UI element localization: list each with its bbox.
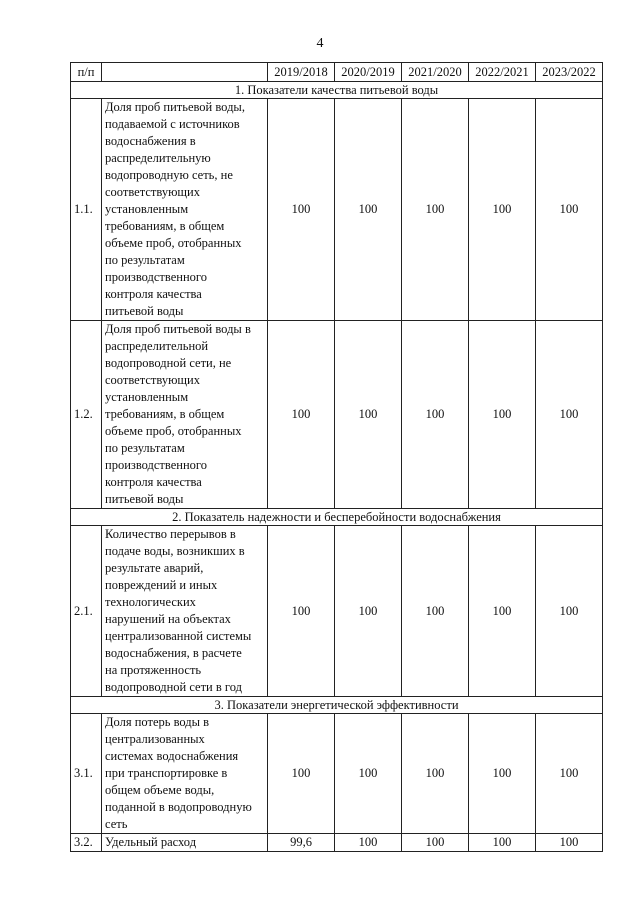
row-number: 2.1. <box>71 526 102 697</box>
table-row <box>71 99 603 321</box>
description-line: подаче воды, возникших в <box>105 544 245 558</box>
description-line: соответствующих <box>105 185 200 199</box>
row-description <box>102 321 268 509</box>
value-cell: 100 <box>268 714 335 834</box>
description-line: установленным <box>105 390 189 404</box>
section-title: 3. Показатели энергетической эффективности <box>71 697 603 714</box>
description-line: производственного <box>105 458 207 472</box>
description-line: при транспортировке в <box>105 766 228 780</box>
description-line: повреждений и иных <box>105 578 218 592</box>
value-cell: 100 <box>469 834 536 852</box>
table-row <box>71 321 603 509</box>
section-row <box>71 697 603 714</box>
description-line: Доля потерь воды в <box>105 715 210 729</box>
description-line: контроля качества <box>105 287 202 301</box>
row-number: 3.1. <box>71 714 102 834</box>
table-body <box>71 82 603 852</box>
description-line: соответствующих <box>105 373 200 387</box>
value-cell: 100 <box>268 321 335 509</box>
value-cell: 100 <box>536 321 603 509</box>
row-description <box>102 714 268 834</box>
value-cell: 100 <box>268 526 335 697</box>
column-header-indicator <box>102 63 268 82</box>
indicators-table <box>70 62 603 852</box>
column-header-number: п/п <box>71 63 102 82</box>
row-number: 3.2. <box>71 834 102 852</box>
value-cell: 100 <box>469 321 536 509</box>
value-cell: 100 <box>335 526 402 697</box>
value-cell: 100 <box>335 321 402 509</box>
section-title: 2. Показатель надежности и бесперебойности водоснабжения <box>71 509 603 526</box>
page-number: 4 <box>316 36 324 51</box>
value-cell: 100 <box>335 834 402 852</box>
value-cell: 100 <box>469 526 536 697</box>
description-line: производственного <box>105 270 207 284</box>
description-line: контроля качества <box>105 475 202 489</box>
value-cell: 99,6 <box>268 834 335 852</box>
value-cell: 100 <box>469 99 536 321</box>
value-cell: 100 <box>268 99 335 321</box>
value-cell: 100 <box>536 99 603 321</box>
value-cell: 100 <box>402 526 469 697</box>
description-line: требованиям, в общем <box>105 407 225 421</box>
value-cell: 100 <box>402 834 469 852</box>
column-header-2020-2019: 2020/2019 <box>335 63 402 82</box>
description-line: по результатам <box>105 441 185 455</box>
column-header-2019-2018: 2019/2018 <box>268 63 335 82</box>
description-line: Удельный расход <box>105 835 197 849</box>
description-line: объеме проб, отобранных <box>105 424 242 438</box>
header-row <box>71 63 603 82</box>
description-line: установленным <box>105 202 189 216</box>
description-line: сеть <box>105 817 128 831</box>
description-line: нарушений на объектах <box>105 612 231 626</box>
description-line: по результатам <box>105 253 185 267</box>
description-line: водопроводную сеть, не <box>105 168 233 182</box>
description-line: подаваемой с источников <box>105 117 240 131</box>
description-line: результате аварий, <box>105 561 204 575</box>
value-cell: 100 <box>536 714 603 834</box>
column-header-2021-2020: 2021/2020 <box>402 63 469 82</box>
row-description <box>102 99 268 321</box>
description-line: распределительную <box>105 151 211 165</box>
row-number: 1.1. <box>71 99 102 321</box>
description-line: Количество перерывов в <box>105 527 236 541</box>
value-cell: 100 <box>402 99 469 321</box>
value-cell: 100 <box>335 99 402 321</box>
row-description <box>102 834 268 852</box>
value-cell: 100 <box>335 714 402 834</box>
description-line: водопроводной сети, не <box>105 356 232 370</box>
column-header-2022-2021: 2022/2021 <box>469 63 536 82</box>
description-line: на протяженность <box>105 663 202 677</box>
description-line: объеме проб, отобранных <box>105 236 242 250</box>
description-line: требованиям, в общем <box>105 219 225 233</box>
description-line: системах водоснабжения <box>105 749 239 763</box>
value-cell: 100 <box>536 526 603 697</box>
table-row <box>71 834 603 852</box>
description-line: общем объеме воды, <box>105 783 215 797</box>
table-header <box>71 63 603 82</box>
description-line: Доля проб питьевой воды в <box>105 322 251 336</box>
description-line: технологических <box>105 595 196 609</box>
description-line: поданной в водопроводную <box>105 800 252 814</box>
row-description <box>102 526 268 697</box>
value-cell: 100 <box>536 834 603 852</box>
row-number: 1.2. <box>71 321 102 509</box>
description-line: водоснабжения, в расчете <box>105 646 242 660</box>
description-line: питьевой воды <box>105 492 184 506</box>
description-line: распределительной <box>105 339 209 353</box>
description-line: централизованных <box>105 732 205 746</box>
value-cell: 100 <box>402 321 469 509</box>
section-row <box>71 509 603 526</box>
section-row <box>71 82 603 99</box>
value-cell: 100 <box>402 714 469 834</box>
description-line: питьевой воды <box>105 304 184 318</box>
column-header-2023-2022: 2023/2022 <box>536 63 603 82</box>
description-line: Доля проб питьевой воды, <box>105 100 245 114</box>
value-cell: 100 <box>469 714 536 834</box>
table-row <box>71 526 603 697</box>
table-row <box>71 714 603 834</box>
section-title: 1. Показатели качества питьевой воды <box>71 82 603 99</box>
description-line: централизованной системы <box>105 629 252 643</box>
description-line: водопроводной сети в год <box>105 680 242 694</box>
description-line: водоснабжения в <box>105 134 196 148</box>
